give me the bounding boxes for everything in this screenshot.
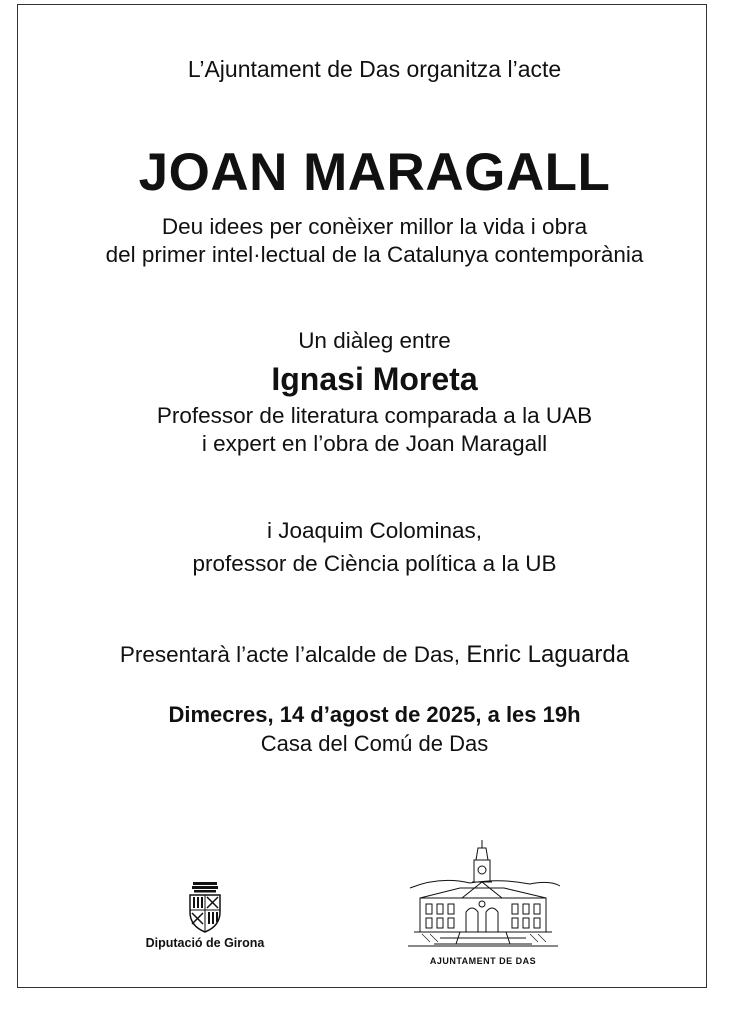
speaker2-role: professor de Ciència política a la UB — [192, 551, 557, 576]
presenter-name: Enric Laguarda — [466, 641, 630, 668]
dialog-intro: Un diàleg entre — [298, 328, 451, 353]
presenter-line — [0, 643, 749, 667]
event-title: JOAN MARAGALL — [138, 143, 611, 202]
speaker1-name: Ignasi Moreta — [271, 361, 478, 397]
diputacio-logo — [135, 880, 275, 960]
organizer-intro: L’Ajuntament de Das organitza l’acte — [187, 56, 562, 82]
ajuntament-label: AJUNTAMENT DE DAS — [429, 956, 537, 966]
diputacio-label: Diputació de Girona — [145, 936, 265, 950]
event-venue: Casa del Comú de Das — [260, 731, 489, 756]
town-hall-building-icon — [400, 838, 566, 954]
event-subtitle-line-2: del primer intel·lectual de la Catalunya contemporània — [105, 242, 644, 267]
ajuntament-logo — [400, 838, 566, 978]
speaker1-role-line-1: Professor de literatura comparada a la UAB — [156, 403, 593, 428]
speaker1-role-line-2: i expert en l’obra de Joan Maragall — [201, 431, 548, 456]
presenter-prefix: Presentarà l’acte l’alcalde de Das, — [119, 642, 461, 667]
crowned-shield-icon — [185, 880, 225, 934]
event-subtitle-line-1: Deu idees per conèixer millor la vida i obra — [161, 214, 588, 239]
speaker2-line: i Joaquim Colominas, — [266, 518, 483, 543]
event-date: Dimecres, 14 d’agost de 2025, a les 19h — [168, 702, 581, 727]
